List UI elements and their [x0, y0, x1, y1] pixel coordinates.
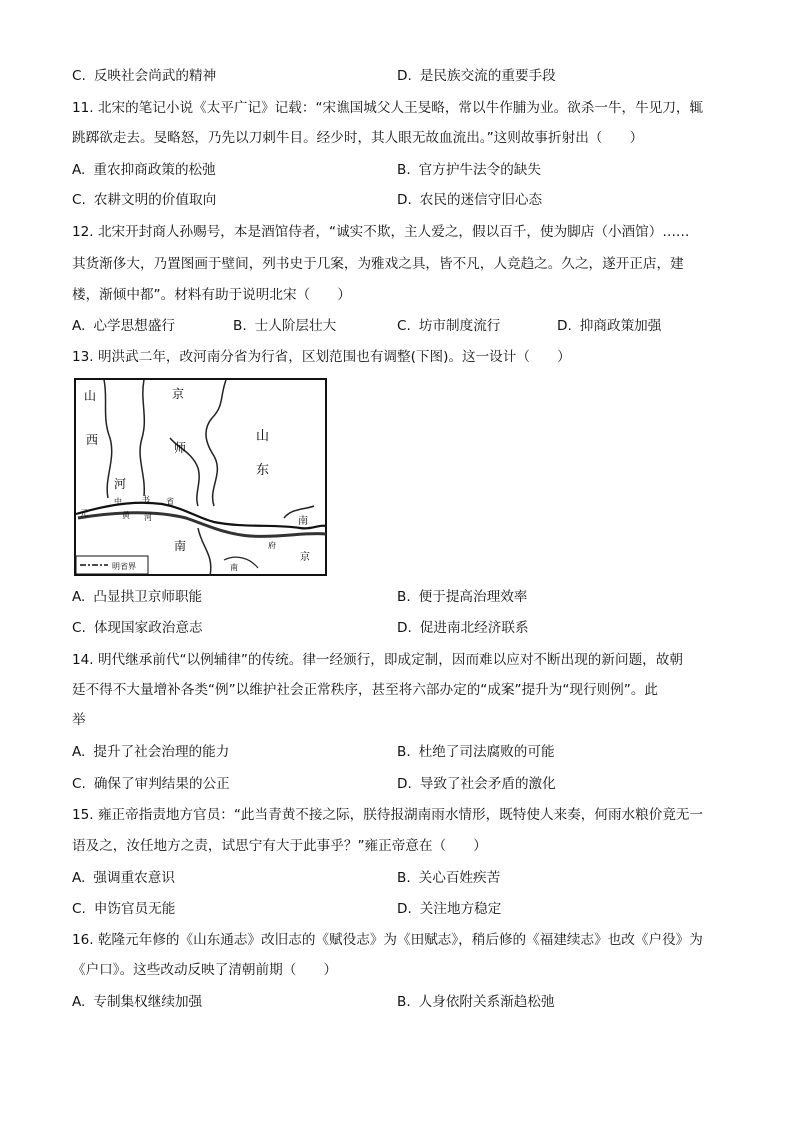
q10-option-c — [72, 66, 216, 86]
q14-option-c — [72, 774, 230, 794]
map-label: 河 — [144, 513, 152, 522]
q13-stem-line1: 13. 明洪武二年，改河南分省为行省，区划范围也有调整(下图)。这一设计（ ） — [72, 349, 571, 365]
q16-option-a — [72, 992, 202, 1012]
q14-stem-line1: 14. 明代继承前代“以例辅律”的传统。律一经颁行，即成定制，因而难以应对不断出现的新问题，故朝 — [72, 652, 683, 668]
q12-stem-line1: 12. 北宋开封商人孙赐号，本是酒馆侍者，“诚实不欺，主人爱之，假以百千，使为脚店（小酒馆）…… — [72, 224, 690, 240]
q11-option-a — [72, 160, 216, 180]
option-text: 杜绝了司法腐败的可能 — [418, 744, 555, 760]
map-label: 府 — [268, 541, 276, 550]
q12-option-b — [233, 316, 336, 336]
option-text: 关心百姓疾苦 — [418, 870, 501, 886]
q16-option-b — [397, 992, 555, 1012]
option-label: D. — [397, 620, 412, 636]
map-label: 东 — [256, 463, 270, 478]
map-frame — [75, 379, 326, 575]
q14-option-d — [397, 774, 556, 794]
option-label: D. — [397, 68, 412, 84]
map-label: 西 — [86, 433, 99, 447]
option-text: 专制集权继续加强 — [93, 994, 203, 1010]
option-label: D. — [397, 901, 412, 917]
q11-option-c — [72, 190, 216, 210]
q16-stem-line1: 16. 乾隆元年修的《山东通志》改旧志的《赋役志》为《田赋志》，稍后修的《福建续志》也改《户役》为 — [72, 932, 703, 948]
option-text: 人身依附关系渐趋松弛 — [418, 994, 555, 1010]
option-label: D. — [397, 776, 412, 792]
q15-option-c — [72, 899, 175, 919]
q12-stem-line3: 楼，渐倾中都”。材料有助于说明北宋（ ） — [72, 287, 351, 303]
option-text: 官方护牛法令的缺失 — [418, 162, 541, 178]
option-label: A. — [72, 744, 86, 760]
option-text: 确保了审判结果的公正 — [93, 776, 230, 792]
map-label: 南 — [174, 539, 187, 553]
option-text: 心学思想盛行 — [93, 318, 175, 334]
map-legend-label: 明省界 — [112, 562, 136, 571]
q13-option-b — [397, 587, 527, 607]
option-label: C. — [72, 901, 86, 917]
map-label: 山 — [256, 429, 270, 444]
option-text: 农耕文明的价值取向 — [93, 192, 217, 208]
option-text: 提升了社会治理的能力 — [93, 744, 230, 760]
q14-option-a — [72, 742, 229, 762]
option-label: B. — [233, 318, 247, 334]
q13-option-a — [72, 587, 202, 607]
option-text: 反映社会尚武的精神 — [93, 68, 217, 84]
map-label: 书 — [142, 495, 150, 504]
q12-stem-line2: 其货渐侈大，乃置图画于壁间，列书史于几案，为雅戏之具，皆不凡，人竞趋之。久之，遂开正店，建 — [72, 256, 684, 272]
option-label: D. — [557, 318, 572, 334]
q15-stem-line2: 语及之，汝任地方之责，试思宁有大于此事乎？”雍正帝意在（ ） — [72, 838, 487, 854]
option-label: D. — [397, 192, 412, 208]
option-label: C. — [72, 776, 86, 792]
q11-option-d — [397, 190, 542, 210]
q11-option-b — [397, 160, 541, 180]
option-label: C. — [72, 192, 86, 208]
q15-option-b — [397, 868, 500, 888]
option-label: B. — [397, 870, 411, 886]
option-label: C. — [72, 68, 86, 84]
q12-option-a — [72, 316, 175, 336]
q13-option-c — [72, 618, 203, 638]
map-label: 元 — [80, 509, 88, 518]
q12-option-d — [557, 316, 661, 336]
option-text: 农民的迷信守旧心态 — [419, 192, 543, 208]
option-label: C. — [397, 318, 411, 334]
option-label: B. — [397, 994, 411, 1010]
q12-option-c — [397, 316, 500, 336]
option-label: B. — [397, 162, 411, 178]
q10-option-d — [397, 66, 556, 86]
map-label: 师 — [174, 441, 187, 455]
option-text: 士人阶层壮大 — [254, 318, 337, 334]
map-label: 京 — [172, 387, 185, 401]
map-label: 中 — [114, 497, 122, 506]
q11-stem-line2: 跳踯欲走去。旻略怒，乃先以刀刺牛目。经少时，其人眼无故血流出。”这则故事折射出（ ） — [72, 130, 644, 146]
ming-province-map — [74, 378, 327, 576]
option-text: 申饬官员无能 — [93, 901, 176, 917]
option-text: 体现国家政治意志 — [93, 620, 203, 636]
map-label: 山 — [84, 389, 97, 403]
map-label: 南 — [298, 516, 308, 527]
map-label: 省 — [166, 497, 174, 506]
map-label: 南 — [230, 563, 238, 572]
option-text: 凸显拱卫京师职能 — [93, 589, 203, 605]
option-label: B. — [397, 744, 411, 760]
option-label: A. — [72, 994, 86, 1010]
option-label: A. — [72, 318, 86, 334]
option-text: 强调重农意识 — [93, 870, 175, 886]
q16-stem-line2: 《户口》。这些改动反映了清朝前期（ ） — [72, 962, 338, 978]
q14-stem-line2: 廷不得不大量增补各类“例”以维护社会正常秩序，甚至将六部办定的“成案”提升为“现行则例”。此 — [72, 682, 659, 698]
q15-stem-line1: 15. 雍正帝指责地方官员：“此当青黄不接之际，朕待报湖南雨水情形，既特使人来奏，何雨水粮价竟无一 — [72, 807, 704, 823]
q13-option-d — [397, 618, 529, 638]
option-text: 促进南北经济联系 — [419, 620, 529, 636]
option-label: A. — [72, 870, 86, 886]
map-label: 京 — [300, 552, 310, 563]
option-text: 坊市制度流行 — [418, 318, 501, 334]
map-label: 河 — [114, 477, 127, 491]
option-label: B. — [397, 589, 411, 605]
q15-option-d — [397, 899, 501, 919]
option-label: A. — [72, 589, 86, 605]
option-text: 关注地方稳定 — [419, 901, 502, 917]
option-text: 便于提高治理效率 — [418, 589, 528, 605]
option-label: C. — [72, 620, 86, 636]
q14-option-b — [397, 742, 555, 762]
q14-stem-line3: 举 — [72, 712, 86, 728]
map-label: 黄 — [122, 511, 130, 520]
q11-stem-line1: 11. 北宋的笔记小说《太平广记》记载：“宋谯国城父人王旻略，常以牛作脯为业。欲杀一牛，牛见刀，辄 — [72, 100, 704, 116]
option-label: A. — [72, 162, 86, 178]
option-text: 是民族交流的重要手段 — [419, 68, 556, 84]
option-text: 抑商政策加强 — [579, 318, 662, 334]
option-text: 导致了社会矛盾的激化 — [419, 776, 556, 792]
q15-option-a — [72, 868, 175, 888]
option-text: 重农抑商政策的松弛 — [93, 162, 216, 178]
